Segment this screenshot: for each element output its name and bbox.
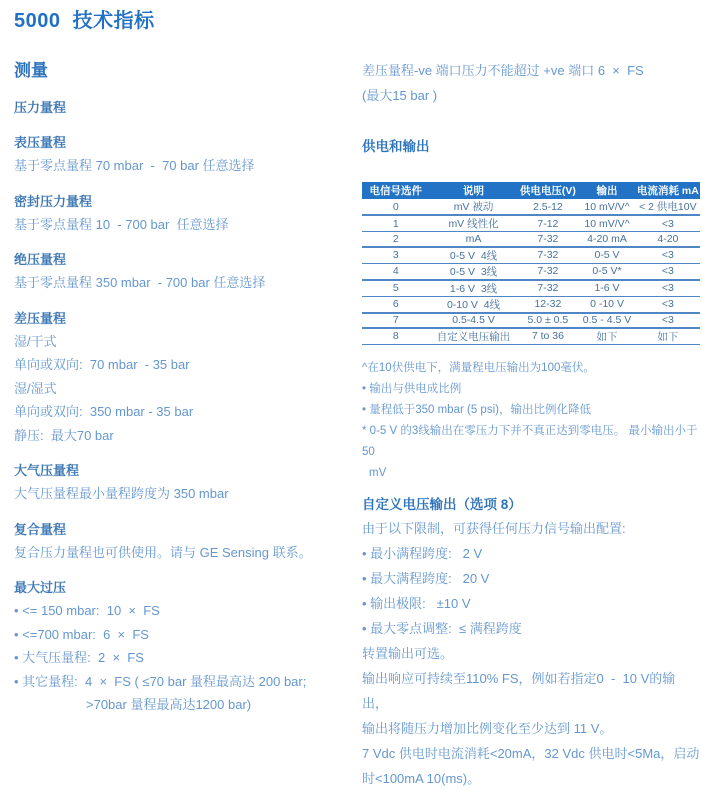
- table-cell: <3: [661, 265, 674, 277]
- table-header-cell: 说明: [430, 182, 518, 199]
- spec-line: 湿/干式: [14, 333, 57, 349]
- table-cell: 3: [392, 249, 399, 261]
- table-cell: 4-20: [657, 232, 679, 245]
- spec-line: 基于零点量程 10 - 700 bar 任意选择: [14, 216, 229, 232]
- table-row: [362, 328, 700, 345]
- table-cell: 1-6 V: [594, 282, 620, 294]
- table-cell: 4: [392, 265, 399, 277]
- heading-pressure-range: 压力量程: [14, 100, 67, 115]
- footnote-line: • 量程低于350 mbar (5 psi)，输出比例化降低: [362, 403, 591, 416]
- table-cell: 7-32: [537, 232, 559, 245]
- spec-line: 单向或双向: 350 mbar - 35 bar: [14, 404, 194, 419]
- bullet-line: • <=700 mbar: 6 × FS: [14, 626, 149, 642]
- heading-differential-range: 差压量程: [14, 310, 67, 326]
- table-cell: 7 to 36: [531, 330, 564, 342]
- table-cell: <3: [661, 282, 674, 294]
- table-cell: 7-32: [537, 265, 559, 277]
- spec-line: 静压: 最大70 bar: [14, 427, 114, 443]
- table-cell: 0-5 V*: [592, 265, 622, 277]
- custom-output-line: 时<100mA 10(ms)。: [362, 770, 481, 786]
- table-row: [362, 263, 700, 280]
- spec-line: 大气压量程最小量程跨度为 350 mbar: [14, 486, 229, 501]
- table-row: [362, 296, 700, 313]
- section-title-custom-voltage-output: 自定义电压输出（选项 8）: [362, 496, 522, 512]
- table-cell: mV 线性化: [448, 218, 499, 230]
- footnote-line: • 输出与供电成比例: [362, 382, 462, 395]
- custom-output-bullet: • 最大零点调整: ≤ 满程跨度: [362, 620, 522, 636]
- table-cell: 0-5 V 4线: [449, 249, 498, 262]
- table-cell: 8: [392, 330, 399, 342]
- custom-output-bullet: • 最大满程跨度: 20 V: [362, 570, 490, 586]
- table-header-cell: 电流消耗 mA: [636, 182, 700, 199]
- table-cell: 0-10 V 4线: [446, 298, 501, 311]
- table-row: [362, 199, 700, 215]
- table-cell: 0 -10 V: [590, 298, 624, 310]
- table-cell: 6: [392, 298, 399, 310]
- table-cell: 0-5 V 3线: [449, 265, 498, 278]
- table-header-cell: 供电电压(V): [517, 182, 578, 199]
- table-cell: 0-5 V: [594, 249, 620, 261]
- table-cell: 1-6 V 3线: [449, 282, 498, 295]
- table-cell: 4-20 mA: [587, 232, 627, 245]
- bullet-line: • <= 150 mbar: 10 × FS: [14, 603, 160, 618]
- table-row: [362, 215, 700, 232]
- table-cell: 7-12: [537, 217, 559, 230]
- heading-gauge-range: 表压量程: [14, 135, 67, 150]
- table-cell: <3: [661, 314, 674, 326]
- footnote-continuation-line: mV: [369, 466, 387, 479]
- page-title: 5000 技术指标: [14, 10, 155, 32]
- table-header-row: [362, 182, 700, 199]
- table-cell: 自定义电压输出: [436, 330, 511, 343]
- footnote-line: * 0-5 V 的3线输出在零压力下并不真正达到零电压。 最小输出小于50: [362, 424, 698, 458]
- custom-output-line: 转置输出可选。: [362, 645, 454, 661]
- bullet-line: • 大气压量程: 2 × FS: [14, 650, 144, 665]
- custom-output-bullet: • 输出极限: ±10 V: [362, 595, 471, 611]
- table-row: [362, 280, 700, 297]
- table-cell: 如下: [657, 330, 679, 343]
- table-cell: < 2 供电10V: [639, 201, 697, 213]
- table-cell: 7: [392, 314, 399, 326]
- table-row: [362, 313, 700, 328]
- table-cell: 1: [392, 217, 399, 230]
- table-cell: 2: [392, 232, 399, 245]
- table-cell: 12-32: [534, 298, 562, 310]
- table-cell: 0.5-4.5 V: [452, 314, 495, 326]
- table-cell: 如下: [596, 330, 618, 343]
- heading-absolute-range: 绝压量程: [14, 252, 67, 267]
- section-title-power-output: 供电和输出: [362, 139, 430, 154]
- bullet-continuation-line: >70bar 量程最高达1200 bar): [86, 697, 252, 712]
- differential-note-line: 差压量程-ve 端口压力不能超过 +ve 端口 6 × FS: [362, 63, 644, 78]
- table-cell: <3: [661, 217, 674, 230]
- table-cell: 5: [392, 282, 399, 294]
- bullet-line: • 其它量程: 4 × FS ( ≤70 bar 量程最高达 200 bar;: [14, 673, 307, 689]
- spec-line: 单向或双向: 70 mbar - 35 bar: [14, 357, 190, 372]
- table-cell: 0.5 - 4.5 V: [582, 314, 632, 326]
- differential-note-line: (最大15 bar ): [362, 88, 438, 103]
- table-cell: <3: [661, 298, 674, 310]
- table-cell: <3: [661, 249, 674, 261]
- table-cell: mA: [465, 232, 482, 245]
- heading-sealed-range: 密封压力量程: [14, 193, 93, 209]
- right-column: [362, 58, 700, 791]
- table-cell: 10 mV/V^: [584, 217, 630, 230]
- custom-output-line: 7 Vdc 供电时电流消耗<20mA，32 Vdc 供电时<5Ma，启动: [362, 745, 700, 761]
- spec-line: 基于零点量程 350 mbar - 700 bar 任意选择: [14, 275, 266, 290]
- spec-line: 湿/湿式: [14, 380, 57, 396]
- custom-output-line: 输出将随压力增加比例变化至少达到 11 V。: [362, 720, 613, 736]
- power-output-table: [362, 182, 700, 345]
- heading-compound-range: 复合量程: [14, 521, 67, 537]
- heading-barometric-range: 大气压量程: [14, 463, 80, 478]
- table-row: [362, 232, 700, 247]
- left-column: [14, 58, 348, 717]
- table-header-cell: 电信号选件: [362, 182, 430, 199]
- table-footnotes: [362, 358, 700, 484]
- table-cell: 7-32: [537, 282, 559, 294]
- table-row: [362, 247, 700, 264]
- section-title-measurement: 测量: [14, 61, 48, 80]
- table-cell: mV 被动: [453, 201, 494, 213]
- footnote-line: ^在10伏供电下，满量程电压输出为100毫伏。: [362, 361, 595, 374]
- spec-line: 复合压力量程也可供使用。请与 GE Sensing 联系。: [14, 544, 312, 560]
- table-cell: 0: [392, 200, 399, 213]
- custom-output-bullet: • 最小满程跨度: 2 V: [362, 545, 483, 561]
- table-cell: 7-32: [537, 249, 559, 261]
- table-cell: 5.0 ± 0.5: [527, 314, 569, 326]
- custom-output-line: 由于以下限制，可获得任何压力信号输出配置:: [362, 520, 626, 536]
- table-cell: 10 mV/V^: [584, 200, 630, 213]
- heading-max-overpressure: 最大过压: [14, 580, 67, 595]
- custom-output-line: 输出响应可持续至110% FS，例如若指定0 - 10 V的输出，: [362, 670, 676, 711]
- spec-line: 基于零点量程 70 mbar - 70 bar 任意选择: [14, 158, 255, 173]
- table-cell: 2.5-12: [532, 200, 563, 213]
- table-header-cell: 输出: [578, 182, 635, 199]
